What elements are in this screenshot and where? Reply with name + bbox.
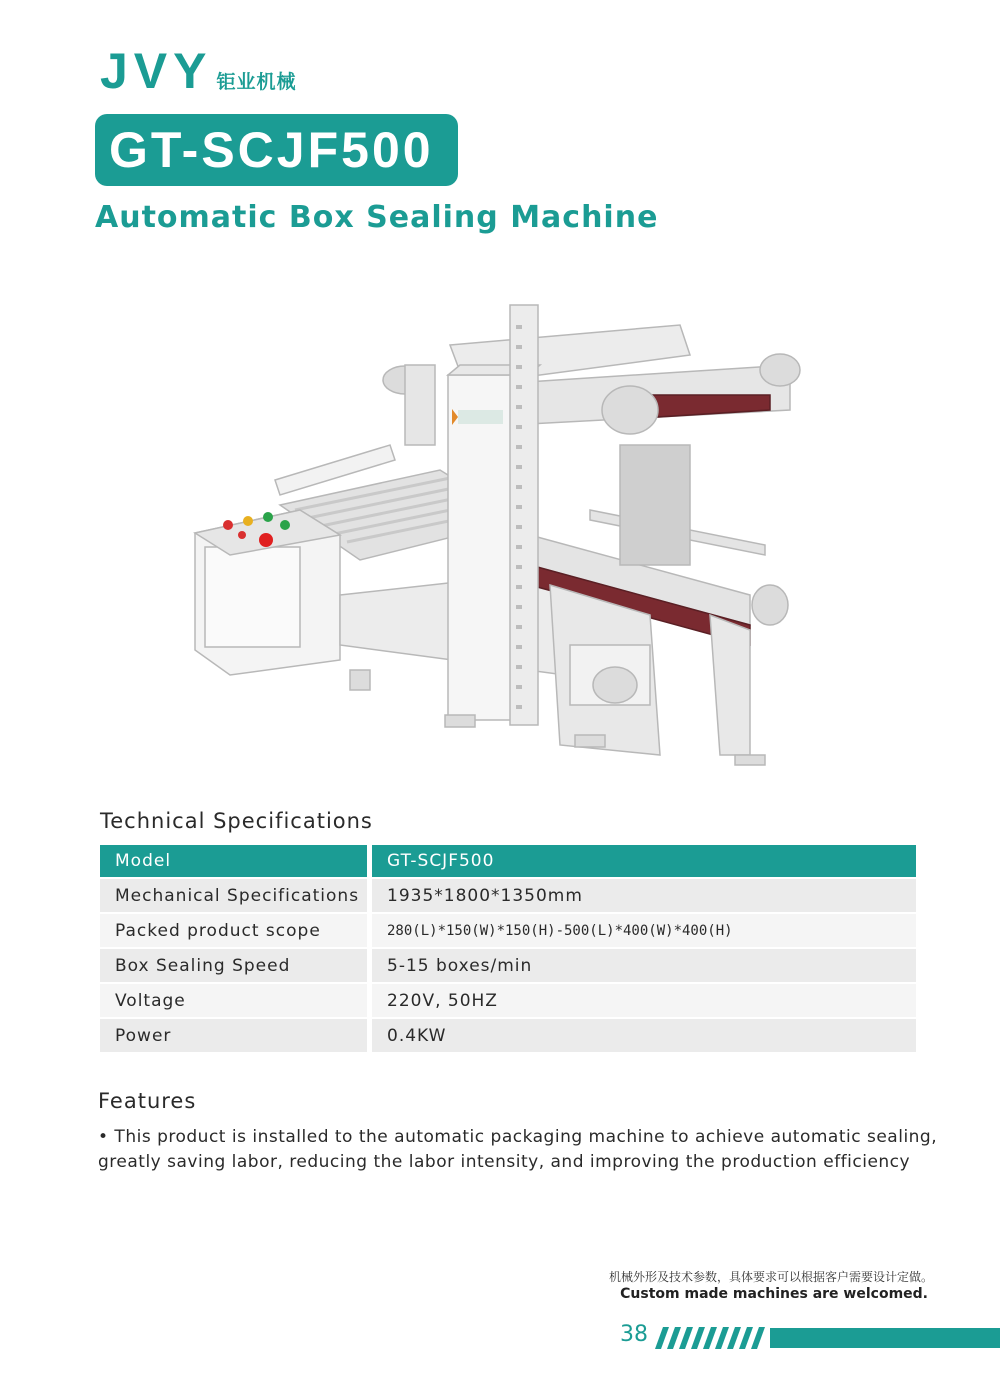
table-row [100,913,916,948]
custom-note-en: Custom made machines are welcomed. [620,1286,928,1302]
table-row [100,983,916,1018]
footer-bar [770,1328,1000,1348]
brand-header [100,43,297,99]
spec-value: 0.4KW [370,1018,917,1053]
spec-key: Power [100,1018,370,1053]
spec-key: Mechanical Specifications [100,878,370,913]
spec-heading: Technical Specifications [100,809,373,833]
spec-key: Voltage [100,983,370,1018]
page-number: 38 [620,1322,648,1347]
spec-value: 1935*1800*1350mm [370,878,917,913]
spec-key: Packed product scope [100,913,370,948]
brand-name-cn: 钜业机械 [216,71,297,93]
table-row [100,878,916,913]
product-title: Automatic Box Sealing Machine [95,200,659,235]
spec-table [100,845,916,1054]
table-row [100,948,916,983]
machine-illustration [190,285,810,775]
spec-key: Box Sealing Speed [100,948,370,983]
model-badge: GT-SCJF500 [95,114,458,186]
table-row [100,1018,916,1053]
spec-key: Model [100,845,370,878]
custom-note-cn: 机械外形及技术参数，具体要求可以根据客户需要设计定做。 [608,1270,933,1284]
spec-value: 5-15 boxes/min [370,948,917,983]
spec-value: 280(L)*150(W)*150(H)-500(L)*400(W)*400(H) [370,913,917,948]
features-heading: Features [98,1089,197,1113]
spec-value: 220V, 50HZ [370,983,917,1018]
brand-logo: JVY [100,43,213,99]
features-text: • This product is installed to the automatic packaging machine to achieve automatic sealing, greatly saving labor, reducing the labor intensity, and improving the production efficiency [98,1127,938,1172]
table-row [100,845,916,878]
footer-stripes [655,1327,775,1349]
spec-value: GT-SCJF500 [370,845,917,878]
